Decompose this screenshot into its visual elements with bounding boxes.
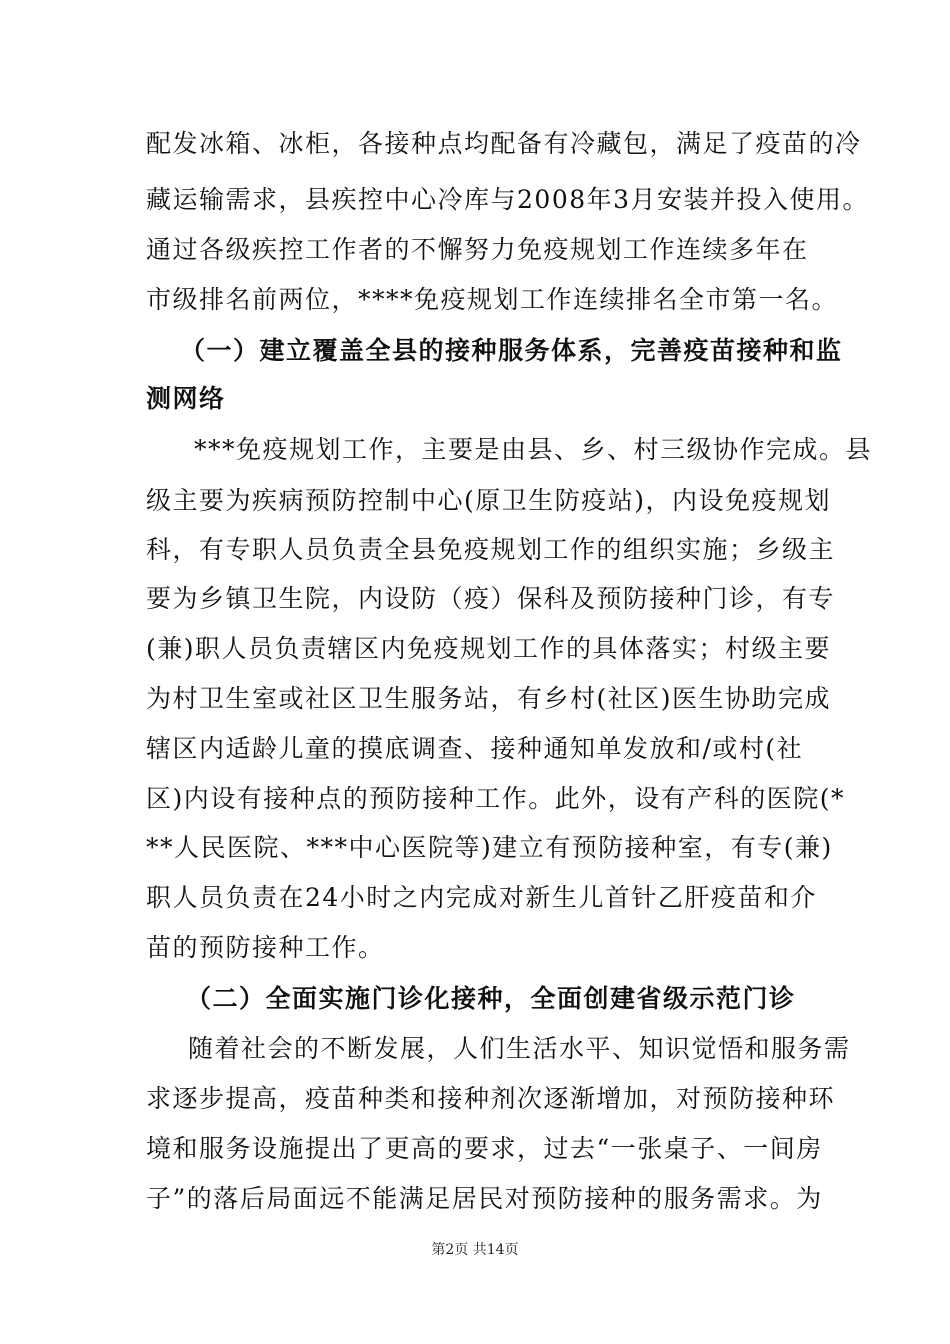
paragraph-start: 随着社会的不断发展，人们生活水平、知识觉悟和服务需: [188, 1034, 851, 1063]
text-line: 要为乡镇卫生院，内设防（疫）保科及预防接种门诊，有专: [146, 584, 836, 613]
section-heading-1-cont: 测网络: [146, 384, 226, 413]
text-line: 通过各级疾控工作者的不懈努力免疫规划工作连续多年在: [146, 235, 809, 264]
text-line: 区)内设有接种点的预防接种工作。此外，设有产科的医院(*: [146, 784, 846, 813]
text-line: 境和服务设施提出了更高的要求，过去“一张桌子、一间房: [146, 1134, 823, 1163]
text-line: **人民医院、***中心医院等)建立有预防接种室，有专(兼): [146, 833, 833, 862]
text-line: 藏运输需求，县疾控中心冷库与2008年3月安装并投入使用。: [146, 185, 870, 214]
page-footer: 第2页 共14页: [431, 1242, 519, 1258]
text-line: (兼)职人员负责辖区内免疫规划工作的具体落实；村级主要: [146, 634, 832, 663]
section-heading-2: （二）全面实施门诊化接种，全面创建省级示范门诊: [186, 984, 796, 1013]
text-line: 为村卫生室或社区卫生服务站，有乡村(社区)医生协助完成: [146, 684, 832, 713]
text-line: 级主要为疾病预防控制中心(原卫生防疫站)，内设免疫规划: [146, 486, 832, 515]
section-heading-1: （一）建立覆盖全县的接种服务体系，完善疫苗接种和监: [180, 336, 843, 365]
text-line: 市级排名前两位，****免疫规划工作连续排名全市第一名。: [146, 285, 839, 314]
text-line: 科，有专职人员负责全县免疫规划工作的组织实施；乡级主: [146, 535, 836, 564]
text-line: 苗的预防接种工作。: [146, 933, 385, 962]
text-line: 职人员负责在24小时之内完成对新生儿首针乙肝疫苗和介: [146, 883, 817, 912]
text-line: 辖区内适龄儿童的摸底调查、接种通知单发放和/或村(社: [146, 734, 804, 763]
text-line: 配发冰箱、冰柜，各接种点均配备有冷藏包，满足了疫苗的冷: [146, 129, 862, 158]
text-line: 子”的落后局面远不能满足居民对预防接种的服务需求。为: [146, 1184, 823, 1213]
paragraph-start: ***免疫规划工作，主要是由县、乡、村三级协作完成。县: [194, 435, 873, 464]
text-line: 求逐步提高，疫苗种类和接种剂次逐渐增加，对预防接种环: [146, 1084, 836, 1113]
